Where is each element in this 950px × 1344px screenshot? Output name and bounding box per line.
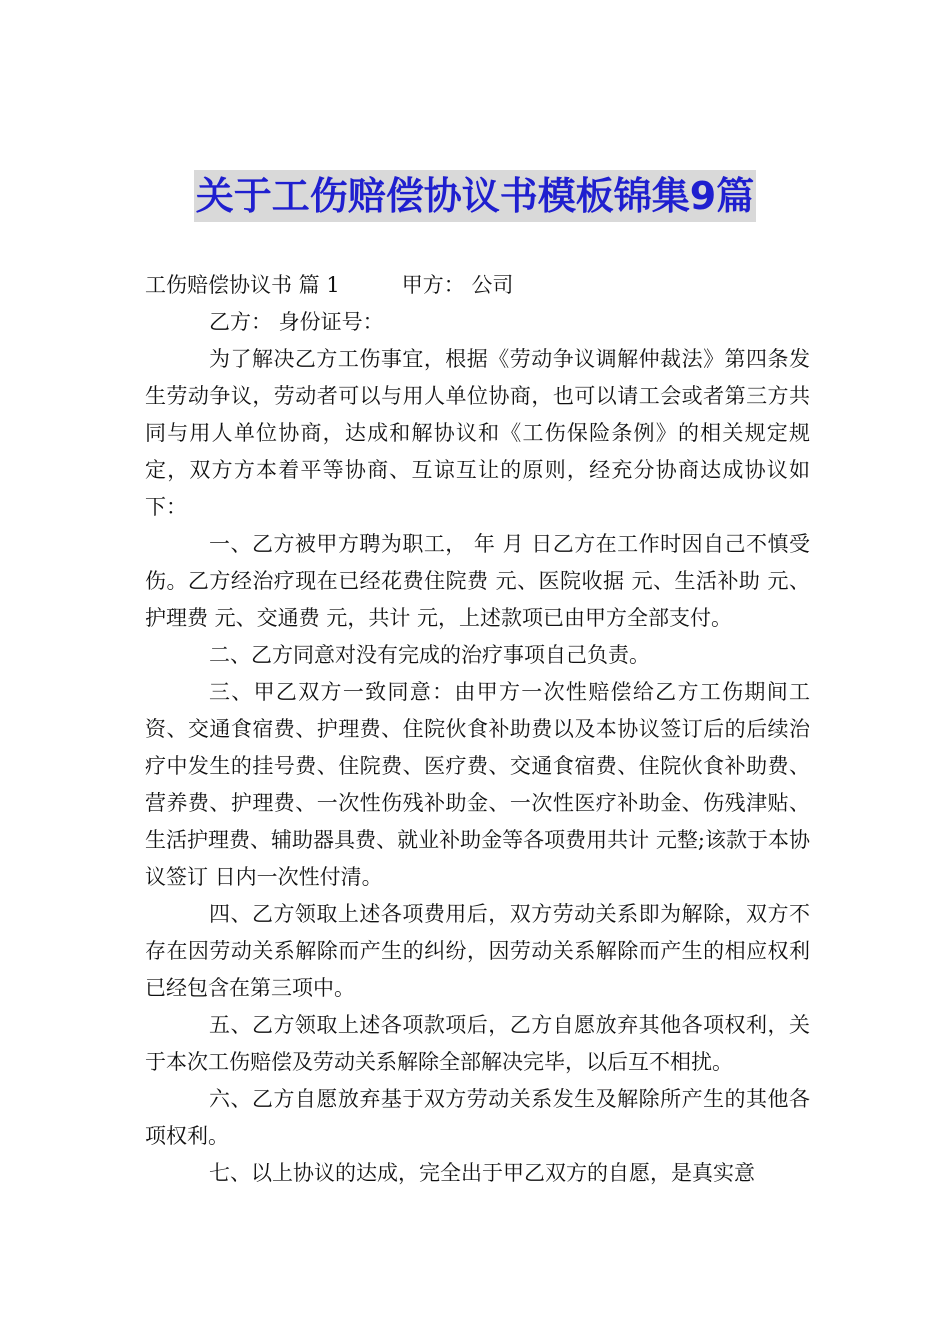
paragraph-clause-6: 六、乙方自愿放弃基于双方劳动关系发生及解除所产生的其他各项权利。: [145, 1087, 810, 1148]
article-label: 工伤赔偿协议书 篇 1: [145, 273, 340, 297]
paragraph-clause-2: 二、乙方同意对没有完成的治疗事项自己负责。: [209, 643, 650, 667]
document-title: 关于工伤赔偿协议书模板锦集9篇: [194, 170, 756, 222]
header-line: [145, 267, 810, 304]
paragraph-clause-1: 一、乙方被甲方聘为职工， 年 月 日乙方在工作时因自己不慎受伤。乙方经治疗现在已经花费住院费 元、医院收据 元、生活补助 元、护理费 元、交通费 元，共计 元，上述款项已由甲方全部支付。: [145, 532, 810, 630]
paragraph-clause-4: 四、乙方领取上述各项费用后，双方劳动关系即为解除，双方不存在因劳动关系解除而产生的纠纷，因劳动关系解除而产生的相应权利已经包含在第三项中。: [145, 902, 810, 1000]
paragraph-preamble: 为了解决乙方工伤事宜，根据《劳动争议调解仲裁法》第四条发生劳动争议，劳动者可以与用人单位协商，也可以请工会或者第三方共同与用人单位协商，达成和解协议和《工伤保险条例》的相关规定规定，双方方本着平等协商、互谅互让的原则，经充分协商达成协议如下：: [145, 347, 810, 519]
title-container: [0, 170, 950, 222]
party-a-line: 甲方： 公司: [401, 273, 514, 297]
paragraph-clause-5: 五、乙方领取上述各项款项后，乙方自愿放弃其他各项权利，关于本次工伤赔偿及劳动关系解除全部解决完毕，以后互不相扰。: [145, 1013, 810, 1074]
paragraph-clause-3: 三、甲乙双方一致同意：由甲方一次性赔偿给乙方工伤期间工资、交通食宿费、护理费、住院伙食补助费以及本协议签订后的后续治疗中发生的挂号费、住院费、医疗费、交通食宿费、住院伙食补助费、营养费、护理费、一次性伤残补助金、一次性医疗补助金、伤残津贴、生活护理费、辅助器具费、就业补助金等各项费用共计 元整;该款于本协议签订 日内一次性付清。: [145, 680, 810, 889]
party-b-line: 乙方： 身份证号：: [209, 310, 384, 334]
document-body: [145, 267, 810, 1192]
paragraph-clause-7: 七、以上协议的达成，完全出于甲乙双方的自愿，是真实意: [209, 1161, 755, 1185]
